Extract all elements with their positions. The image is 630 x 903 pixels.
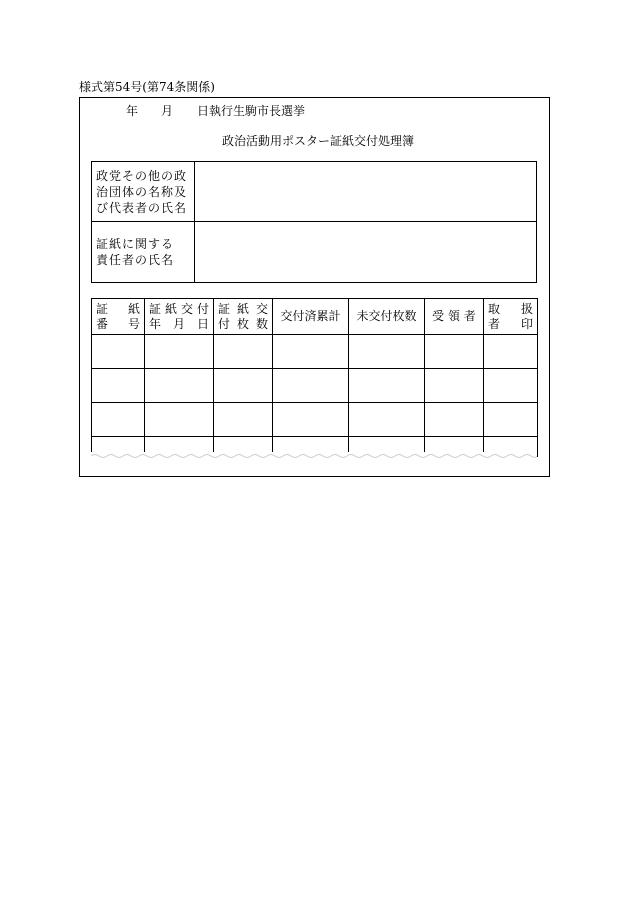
col-header-issued-count: 証紙交 付枚数 xyxy=(214,299,273,335)
table-cell[interactable] xyxy=(349,403,425,437)
party-name-field[interactable] xyxy=(195,162,537,222)
col-header-issue-date: 証紙交付 年 月 日 xyxy=(145,299,214,335)
table-cell[interactable] xyxy=(349,369,425,403)
document-title: 政治活動用ポスター証紙交付処理簿 xyxy=(222,134,415,148)
table-cell[interactable] xyxy=(92,403,145,437)
responsible-person-field[interactable] xyxy=(195,222,537,283)
table-row xyxy=(92,403,538,437)
table-cell[interactable] xyxy=(92,335,145,369)
table-cell[interactable] xyxy=(214,335,273,369)
label-line: 証紙に関する xyxy=(96,237,175,251)
table-cell[interactable] xyxy=(273,369,349,403)
col-header-stamp-number: 証 紙 番 号 xyxy=(92,299,145,335)
election-year-label: 年 xyxy=(126,104,139,118)
table-cell[interactable] xyxy=(425,403,484,437)
party-name-label xyxy=(92,162,195,222)
responsible-person-label xyxy=(92,222,195,283)
table-cell[interactable] xyxy=(145,369,214,403)
responsible-person-row xyxy=(92,222,537,283)
label-line: 政党その他の政 xyxy=(96,168,188,183)
election-month-label: 月 xyxy=(161,104,174,118)
col-header-recipient: 受 領 者 xyxy=(425,299,484,335)
table-cell[interactable] xyxy=(484,403,538,437)
table-continuation-wave xyxy=(91,452,537,460)
party-name-row xyxy=(92,162,537,222)
table-cell[interactable] xyxy=(425,335,484,369)
col-header-handler-seal: 取 扱 者 印 xyxy=(484,299,538,335)
table-cell[interactable] xyxy=(145,335,214,369)
issuance-ledger-table xyxy=(91,298,538,457)
election-title: 日執行生駒市長選挙 xyxy=(197,104,306,118)
table-cell[interactable] xyxy=(484,369,538,403)
party-info-table xyxy=(91,161,537,283)
table-cell[interactable] xyxy=(214,369,273,403)
table-row xyxy=(92,335,538,369)
table-cell[interactable] xyxy=(92,369,145,403)
table-cell[interactable] xyxy=(214,403,273,437)
label-line: 責任者の氏名 xyxy=(96,253,175,267)
table-cell[interactable] xyxy=(425,369,484,403)
table-cell[interactable] xyxy=(484,335,538,369)
table-cell[interactable] xyxy=(145,403,214,437)
table-cell[interactable] xyxy=(273,335,349,369)
col-header-unissued-count: 未交付枚数 xyxy=(349,299,425,335)
label-line: 治団体の名称及 xyxy=(96,184,188,199)
table-cell[interactable] xyxy=(273,403,349,437)
label-line: び代表者の氏名 xyxy=(96,200,188,215)
ledger-header-row xyxy=(92,299,538,335)
table-row xyxy=(92,369,538,403)
form-number: 様式第54号(第74条関係) xyxy=(79,80,215,94)
table-cell[interactable] xyxy=(349,335,425,369)
col-header-cumulative-issued: 交付済累計 xyxy=(273,299,349,335)
